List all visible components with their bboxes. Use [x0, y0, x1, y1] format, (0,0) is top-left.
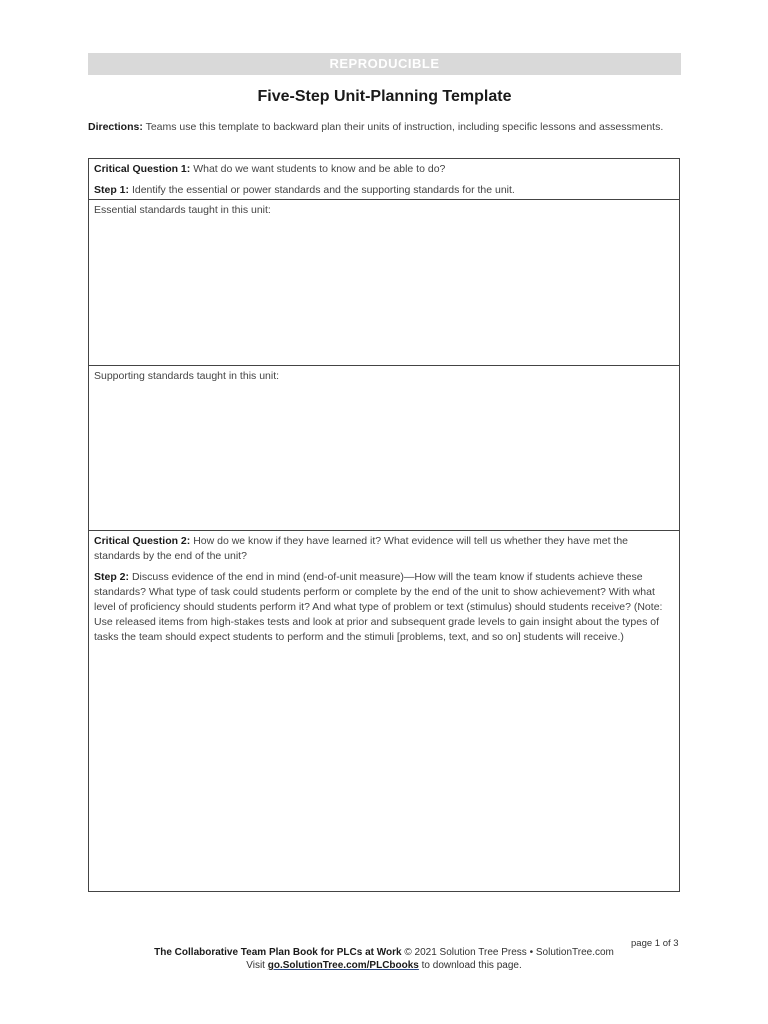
critical-question-2-section[interactable] — [89, 531, 679, 891]
step-1-text: Identify the essential or power standards and the supporting standards for the unit. — [131, 184, 515, 196]
directions-text: Teams use this template to backward plan their units of instruction, including specific lessons and assessments. — [145, 121, 664, 133]
supporting-standards-box[interactable] — [89, 366, 679, 531]
step-1 — [94, 183, 674, 198]
critical-question-2-text: How do we know if they have learned it? What evidence will tell us whether they have met the standards by the end of the unit? — [94, 535, 629, 562]
directions — [88, 120, 681, 135]
planning-form — [88, 158, 680, 892]
critical-question-2 — [94, 534, 674, 564]
reproducible-banner: REPRODUCIBLE — [88, 53, 681, 75]
step-2 — [94, 570, 674, 645]
footer-visit: Visit — [246, 960, 265, 971]
essential-standards-box[interactable] — [89, 200, 679, 366]
page-title: Five-Step Unit-Planning Template — [257, 88, 512, 105]
footer — [100, 946, 668, 972]
footer-copyright: © 2021 Solution Tree Press • SolutionTree.com — [404, 947, 614, 958]
footer-after-link: to download this page. — [421, 960, 522, 971]
critical-question-1-label: Critical Question 1: — [94, 163, 191, 175]
directions-label: Directions: — [88, 121, 143, 133]
page-number: page 1 of 3 — [631, 938, 679, 949]
supporting-standards-label: Supporting standards taught in this unit: — [94, 370, 280, 382]
critical-question-1 — [94, 162, 674, 177]
download-link[interactable]: go.SolutionTree.com/PLCbooks — [267, 960, 419, 971]
step-2-label: Step 2: — [94, 571, 130, 583]
critical-question-2-label: Critical Question 2: — [94, 535, 191, 547]
critical-question-1-section — [89, 159, 679, 200]
step-2-text: Discuss evidence of the end in mind (end-of-unit measure)—How will the team know if students achieve these standards? What type of task could students perform or complete by the end of the unit to show achievement? With what level of proficiency should students perform it? And what type of problem or text (stimulus) should students receive? (Note: Use released items from high-stakes tests and look at prior and subsequent grade levels to gain insight about the types of tasks the team should expect students to perform and the stimuli [problems, text, and so on] students will receive.) — [94, 571, 663, 643]
footer-book-title: The Collaborative Team Plan Book for PLCs at Work — [154, 947, 402, 958]
essential-standards-label: Essential standards taught in this unit: — [94, 204, 271, 216]
critical-question-1-text: What do we want students to know and be able to do? — [193, 163, 446, 175]
step-1-label: Step 1: — [94, 184, 130, 196]
